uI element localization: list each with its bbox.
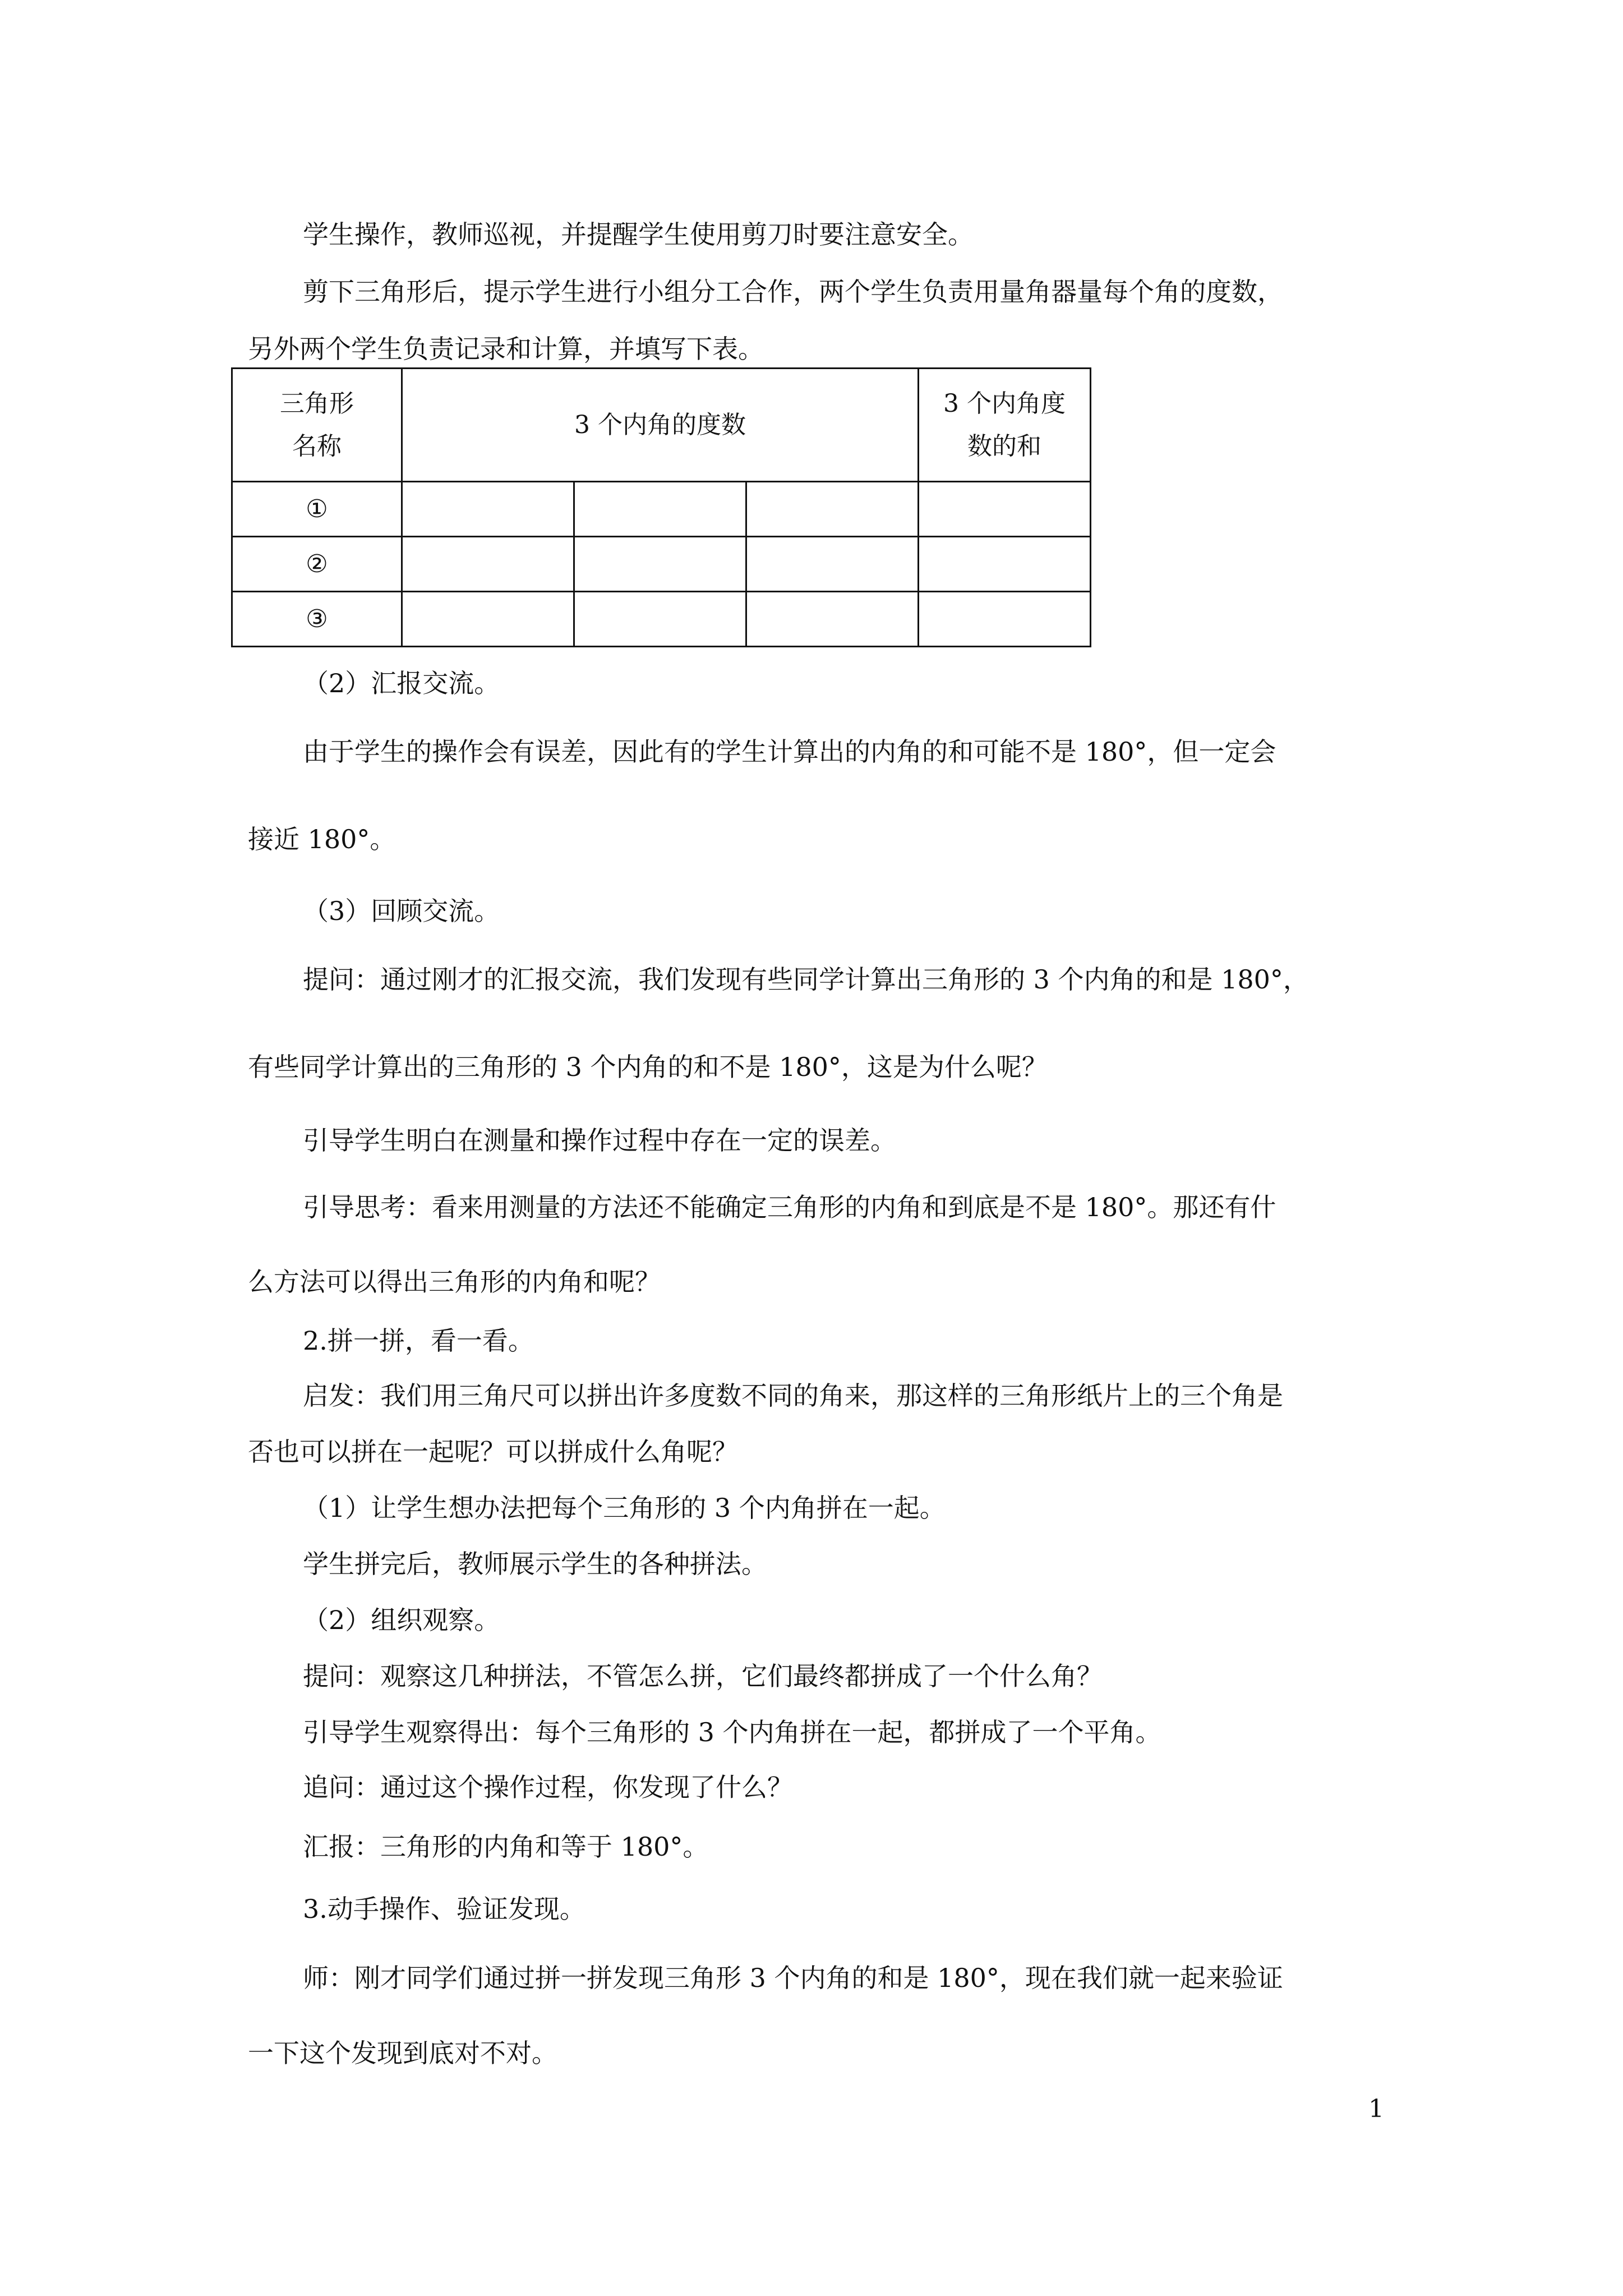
table-header-row — [232, 369, 1091, 482]
sum-cell — [919, 537, 1091, 592]
sum-cell — [919, 482, 1091, 537]
header-sum-line1: 3 个内角度 — [943, 389, 1066, 418]
line-p12: 学生拼完后，教师展示学生的各种拼法。 — [303, 1549, 767, 1579]
line-p11: （1）让学生想办法把每个三角形的 3 个内角拼在一起。 — [303, 1493, 946, 1523]
page-number: 1 — [1368, 2095, 1384, 2123]
line-p10a: 启发：我们用三角尺可以拼出许多度数不同的角来，那这样的三角形纸片上的三个角是 — [303, 1381, 1283, 1411]
line-p18: 3.动手操作、验证发现。 — [303, 1894, 585, 1924]
line-p19a: 师：刚才同学们通过拼一拼发现三角形 3 个内角的和是 180°，现在我们就一起来验证 — [303, 1963, 1283, 1993]
line-p19b: 一下这个发现到底对不对。 — [248, 2038, 557, 2068]
line-p6a: 提问：通过刚才的汇报交流，我们发现有些同学计算出三角形的 3 个内角的和是 180°， — [303, 964, 1309, 995]
table-row — [232, 537, 1091, 592]
row-label: ① — [232, 482, 402, 537]
header-sum-line2: 数的和 — [967, 431, 1041, 461]
line-p16: 追问：通过这个操作过程，你发现了什么？ — [303, 1772, 793, 1802]
table-row — [232, 482, 1091, 537]
line-p9: 2.拼一拼，看一看。 — [303, 1326, 534, 1356]
record-table — [231, 367, 1091, 647]
line-p6b: 有些同学计算出的三角形的 3 个内角的和不是 180°，这是为什么呢？ — [248, 1052, 1048, 1082]
line-p4a: 由于学生的操作会有误差，因此有的学生计算出的内角的和可能不是 180°，但一定会 — [303, 737, 1276, 767]
line-p7: 引导学生明白在测量和操作过程中存在一定的误差。 — [303, 1125, 896, 1156]
angle-cell — [402, 482, 574, 537]
line-p1: 学生操作，教师巡视，并提醒学生使用剪刀时要注意安全。 — [303, 219, 974, 250]
line-p3: （2）汇报交流。 — [303, 668, 500, 698]
line-p13: （2）组织观察。 — [303, 1605, 500, 1635]
line-p8a: 引导思考：看来用测量的方法还不能确定三角形的内角和到底是不是 180°。那还有什 — [303, 1192, 1276, 1222]
line-p17: 汇报：三角形的内角和等于 180°。 — [303, 1832, 709, 1862]
angle-cell — [746, 537, 919, 592]
header-angle-sum — [919, 369, 1091, 482]
row-label: ③ — [232, 592, 402, 647]
table-row — [232, 592, 1091, 647]
angle-cell — [574, 482, 746, 537]
header-triangle-name — [232, 369, 402, 482]
row-label: ② — [232, 537, 402, 592]
angle-cell — [574, 592, 746, 647]
angle-cell — [402, 537, 574, 592]
sum-cell — [919, 592, 1091, 647]
line-p10b: 否也可以拼在一起呢？可以拼成什么角呢？ — [248, 1437, 738, 1467]
angle-cell — [746, 592, 919, 647]
line-p8b: 么方法可以得出三角形的内角和呢？ — [248, 1267, 661, 1297]
header-name-line1: 三角形 — [280, 389, 354, 418]
angle-cell — [574, 537, 746, 592]
line-p15: 引导学生观察得出：每个三角形的 3 个内角拼在一起，都拼成了一个平角。 — [303, 1717, 1161, 1747]
line-p4b: 接近 180°。 — [248, 824, 396, 854]
line-p14: 提问：观察这几种拼法，不管怎么拼，它们最终都拼成了一个什么角？ — [303, 1661, 1103, 1691]
angle-cell — [402, 592, 574, 647]
angle-cell — [746, 482, 919, 537]
line-p2b: 另外两个学生负责记录和计算，并填写下表。 — [248, 334, 764, 364]
line-p2a: 剪下三角形后，提示学生进行小组分工合作，两个学生负责用量角器量每个角的度数， — [303, 277, 1283, 307]
line-p5: （3）回顾交流。 — [303, 896, 500, 926]
header-name-line2: 名称 — [292, 431, 342, 461]
header-angle-degrees: 3 个内角的度数 — [402, 369, 919, 482]
